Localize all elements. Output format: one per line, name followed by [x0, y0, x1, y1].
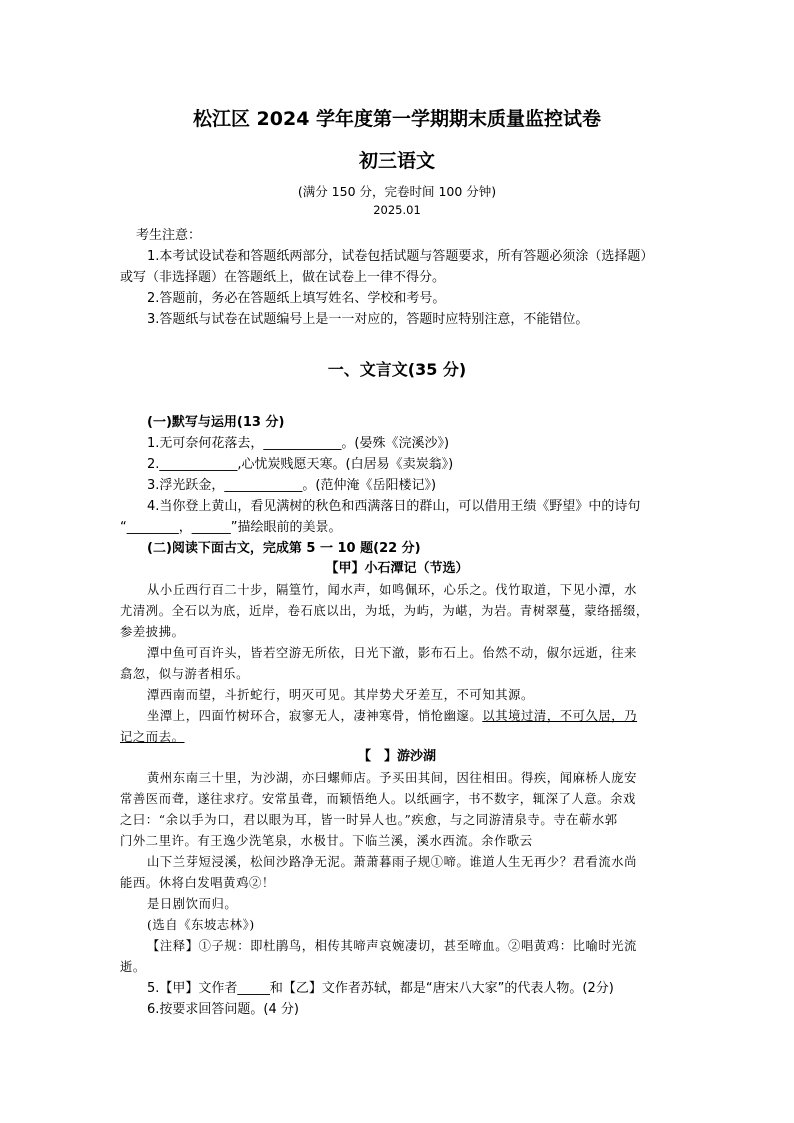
passage-b-line: 是日剧饮而归。	[147, 897, 238, 911]
passage-a-title: 【甲】小石潭记（节选）	[325, 561, 469, 576]
passage-a-line: 潭西南而望，斗折蛇行，明灭可见。其岸势犬牙差互，不可知其源。	[147, 688, 534, 702]
section-heading: 一、文言文(35 分)	[327, 360, 467, 379]
part2-heading: (二)阅读下面古文，完成第 5 一 10 题(22 分)	[147, 541, 421, 556]
notice-heading: 考生注意：	[136, 228, 202, 243]
question-1: 1.无可奈何花落去，____________。(晏殊《浣溪沙》)	[147, 436, 450, 451]
question-2: 2.____________,心忧炭贱愿天寒。(白居易《卖炭翁》)	[147, 457, 454, 472]
underlined-sentence: 以其境过清，不可久居，乃	[482, 709, 638, 723]
notice-item-1-line-2: 或写（非选择题）在答题纸上，做在试卷上一律不得分。	[120, 270, 446, 285]
passage-a-line	[147, 706, 637, 724]
passage-b-line: 常善医而聋，遂往求疗。安常虽聋，而颖悟绝人。以纸画字，书不数字，辄深了人意。余戏	[120, 792, 636, 806]
question-3: 3.浮光跃金，____________。(范仲淹《岳阳楼记》)	[147, 478, 437, 493]
exam-subject: 初三语文	[358, 150, 435, 172]
exam-date: 2025.01	[373, 203, 421, 217]
passage-a-text: 坐潭上，四面竹树环合，寂寥无人，凄神寒骨，悄怆幽邃。	[147, 709, 483, 723]
passage-b-line: 门外二里许。有王逸少洗笔泉，水极甘。下临兰溪，溪水西流。余作歌云	[120, 834, 533, 848]
passage-b-title: 【 】游沙湖	[357, 749, 436, 764]
exam-title: 松江区 2024 学年度第一学期期末质量监控试卷	[192, 108, 602, 130]
passage-b-line: 之曰：“余以手为口，君以眼为耳，皆一时异人也。”疾愈，与之同游清泉寺。寺在蕲水郭	[120, 813, 618, 827]
score-info: (满分 150 分，完卷时间 100 分钟)	[297, 184, 497, 199]
question-4-line-1: 4.当你登上黄山，看见满树的秋色和西满落日的群山，可以借用王绩《野望》中的诗句	[147, 499, 641, 514]
annotation-line: 逝。	[120, 960, 146, 974]
notice-item-3: 3.答题纸与试卷在试题编号上是一一对应的，答题时应特别注意，不能错位。	[147, 312, 589, 327]
question-6: 6.按要求回答问题。(4 分)	[147, 1002, 299, 1017]
passage-b-line: 黄州东南三十里，为沙湖，亦曰螺师店。予买田其间，因往相田。得疾，闻麻桥人庞安	[147, 771, 638, 785]
annotation-line: 【注释】①子规：即杜鹃鸟，相传其啼声哀婉凄切，甚至啼血。②唱黄鸡：比喻时光流	[147, 939, 638, 953]
part1-heading: (一)默写与运用(13 分)	[147, 415, 285, 430]
passage-a-line: 翕忽，似与游者相乐。	[120, 667, 249, 681]
passage-a-line: 尤清冽。全石以为底，近岸，卷石底以出，为坻，为屿，为嵁，为岩。青树翠蔓，蒙络摇缀，	[120, 604, 649, 618]
passage-a-line: 从小丘西行百二十步，隔篁竹，闻水声，如鸣佩环，心乐之。伐竹取道，下见小潭，水	[147, 583, 638, 597]
question-5: 5.【甲】文作者_____和【乙】文作者苏轼，都是“唐宋八大家”的代表人物。(2分)	[147, 981, 614, 996]
passage-b-line: 能西。休将白发唱黄鸡②！	[120, 876, 275, 890]
passage-a-line: 潭中鱼可百许头，皆若空游无所依，日光下澈，影布石上。佁然不动，俶尔远逝，往来	[147, 646, 638, 660]
passage-b-line: 山下兰芽短浸溪，松间沙路净无泥。萧萧暮雨子规①啼。谁道人生无再少？君看流水尚	[147, 855, 638, 869]
passage-b-source: (选自《东坡志林》)	[147, 918, 255, 932]
question-4-line-2: “________，______”描绘眼前的美景。	[120, 520, 342, 535]
passage-a-line: 参差披拂。	[120, 625, 185, 639]
notice-item-2: 2.答题前，务必在答题纸上填写姓名、学校和考号。	[147, 291, 446, 306]
underlined-sentence-end: 记之而去。	[120, 730, 185, 744]
notice-item-1-line-1: 1.本考试设试卷和答题纸两部分，试卷包括试题与答题要求，所有答题必须涂（选择题）	[147, 249, 654, 264]
